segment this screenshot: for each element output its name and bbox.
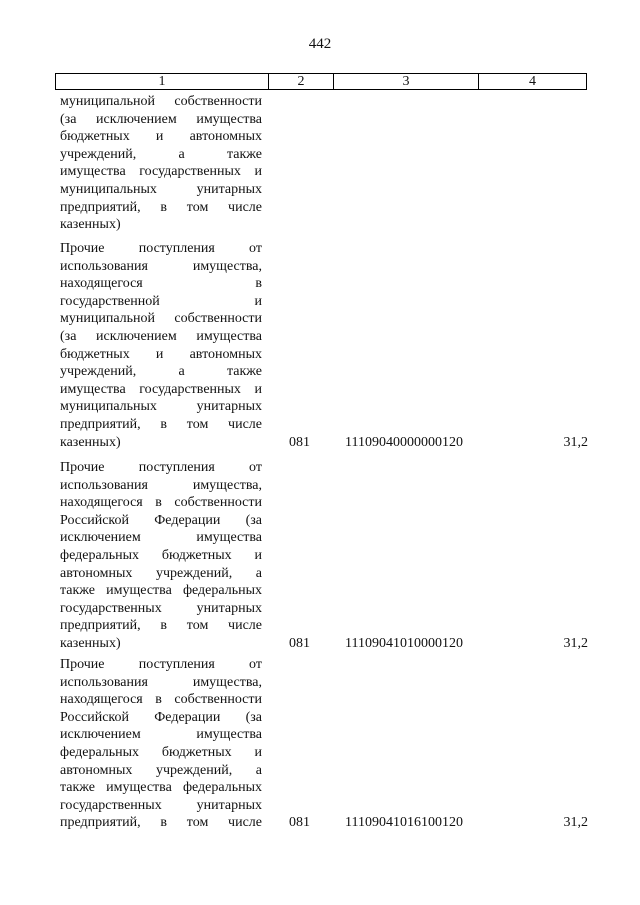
description-line: федеральных бюджетных и <box>60 547 262 563</box>
description-line: (за исключением имущества <box>60 328 262 344</box>
description-line: использования имущества, <box>60 477 262 493</box>
description-line: казенных) <box>60 434 121 450</box>
description-line: использования имущества, <box>60 674 262 690</box>
description-line: предприятий, в том числе <box>60 815 262 831</box>
column-header-2: 2 <box>269 74 334 89</box>
description-line: федеральных бюджетных и <box>60 744 262 760</box>
description-line: находящегося в собственности <box>60 495 262 511</box>
description-line: (за исключением имущества <box>60 111 262 127</box>
row-sum: 31,2 <box>563 434 588 450</box>
row-kbk-code: 11109041016100120 <box>345 815 463 831</box>
row-description <box>60 656 262 832</box>
description-line: бюджетных и автономных <box>60 346 262 362</box>
column-header-1: 1 <box>56 74 269 89</box>
description-line: исключением имущества <box>60 530 262 546</box>
column-header-3: 3 <box>334 74 479 89</box>
row-code: 081 <box>289 815 310 831</box>
description-line: также имущества федеральных <box>60 780 262 796</box>
description-line: предприятий, в том числе <box>60 199 262 215</box>
row-description <box>60 459 262 653</box>
description-line: имущества государственных и <box>60 164 262 180</box>
row-kbk-code: 11109041010000120 <box>345 636 463 651</box>
description-line: муниципальной собственности <box>60 311 262 327</box>
description-line: Российской Федерации (за <box>60 512 262 528</box>
table-header <box>55 73 587 90</box>
row-description <box>60 93 262 234</box>
description-line: муниципальных унитарных <box>60 181 262 197</box>
description-line: автономных учреждений, а <box>60 565 262 581</box>
column-header-4: 4 <box>529 74 536 89</box>
row-description <box>60 240 262 451</box>
row-code: 081 <box>289 434 310 450</box>
description-line: муниципальных унитарных <box>60 399 262 415</box>
description-line: казенных) <box>60 635 121 651</box>
description-line: также имущества федеральных <box>60 583 262 599</box>
description-line: Прочие поступления от <box>60 657 262 672</box>
description-line: государственных унитарных <box>60 600 262 616</box>
description-line: казенных) <box>60 217 121 233</box>
description-line: Прочие поступления от <box>60 460 262 475</box>
description-line: предприятий, в том числе <box>60 618 262 634</box>
page-number: 442 <box>308 36 332 52</box>
description-line: использования имущества, <box>60 258 262 274</box>
description-line: Прочие поступления от <box>60 241 262 256</box>
description-line: учреждений, а также <box>60 146 262 162</box>
description-line: имущества государственных и <box>60 381 262 397</box>
row-sum: 31,2 <box>563 815 588 831</box>
description-line: бюджетных и автономных <box>60 129 262 145</box>
description-line: государственной и <box>60 293 262 309</box>
row-sum: 31,2 <box>563 636 588 651</box>
description-line: Российской Федерации (за <box>60 709 262 725</box>
description-line: находящегося в <box>60 276 262 292</box>
description-line: исключением имущества <box>60 727 262 743</box>
description-line: автономных учреждений, а <box>60 762 262 778</box>
description-line: муниципальной собственности <box>60 94 262 109</box>
row-code: 081 <box>289 636 310 651</box>
description-line: учреждений, а также <box>60 364 262 380</box>
description-line: государственных унитарных <box>60 797 262 813</box>
description-line: находящегося в собственности <box>60 692 262 708</box>
row-kbk-code: 11109040000000120 <box>345 434 463 450</box>
description-line: предприятий, в том числе <box>60 416 262 432</box>
